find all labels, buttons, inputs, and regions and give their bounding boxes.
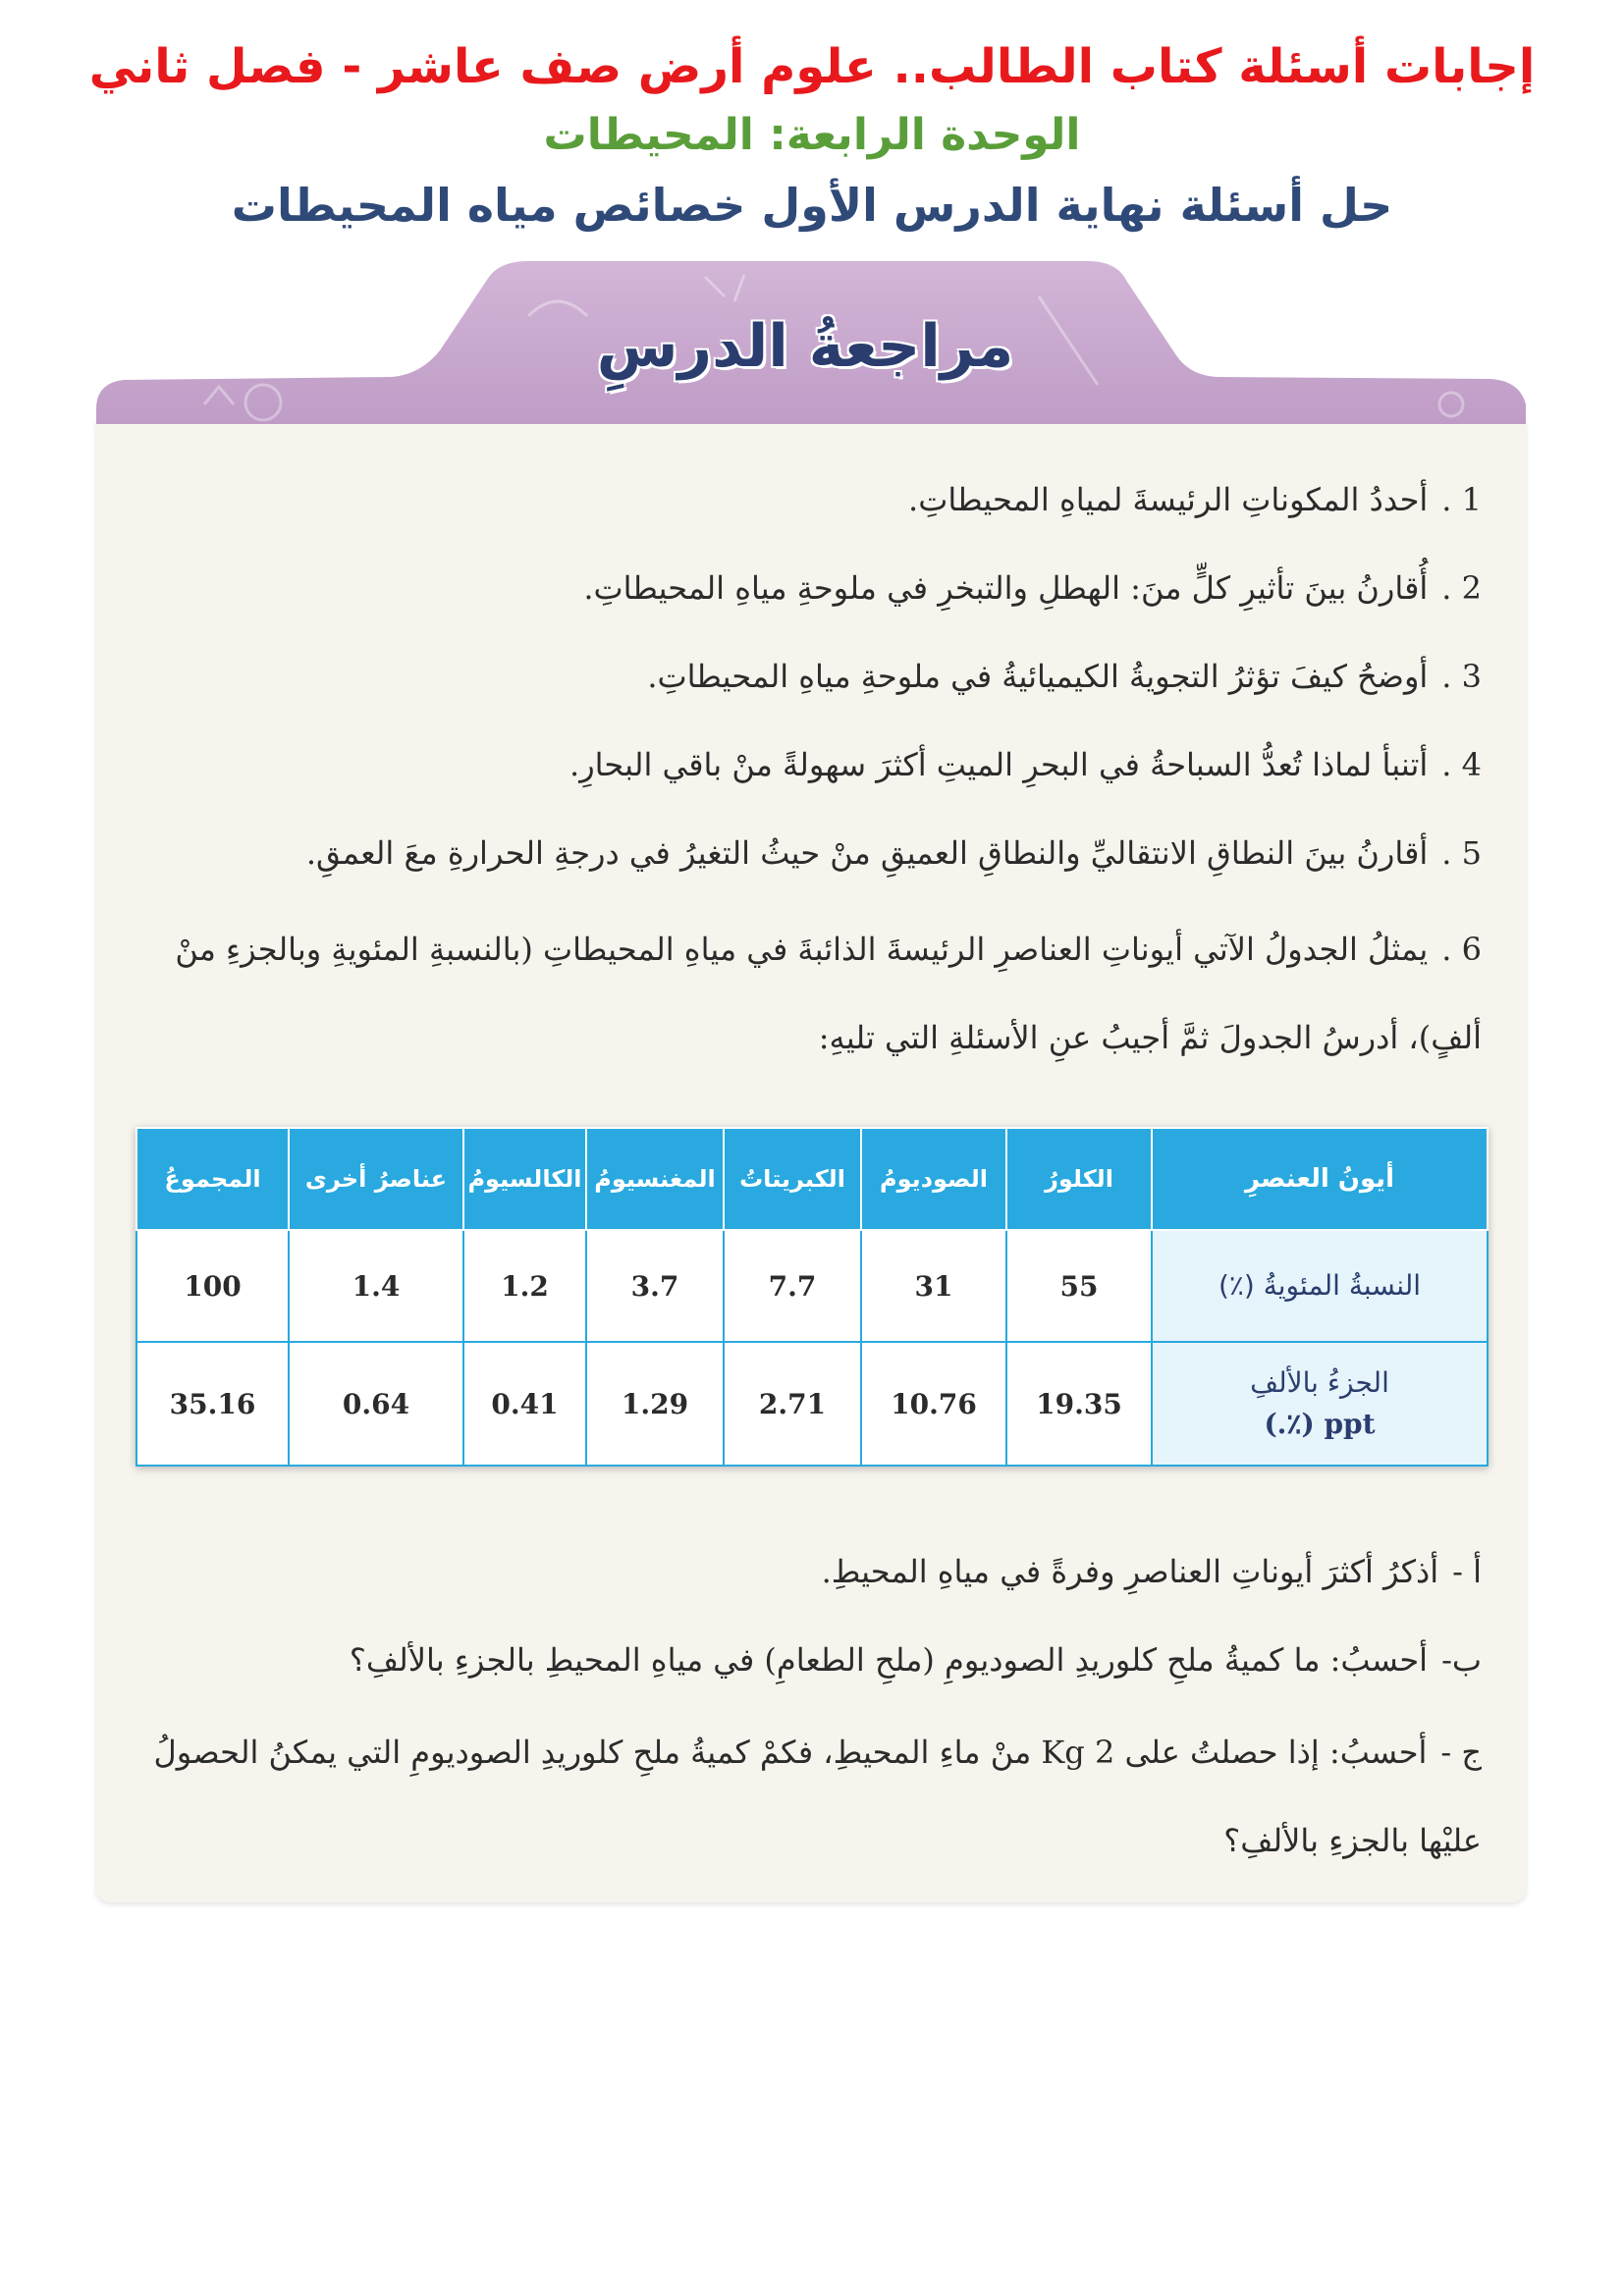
table-cell: 0.64 <box>289 1342 463 1466</box>
row-label <box>1152 1342 1488 1466</box>
header-cell: الكبريتاتُ <box>724 1128 861 1230</box>
subquestion-letter: ج - <box>1440 1734 1482 1771</box>
subquestion-text: أحسبُ: إذا حصلتُ على 2 Kg منْ ماءِ المحيطِ، فكمْ كميةُ ملحِ كلوريدِ الصوديومِ التي يمكنُ الحصولُ عليْها بالجزءِ بالألفِ؟ <box>153 1734 1482 1859</box>
header-cell: الكالسيومُ <box>463 1128 586 1230</box>
table-row <box>136 1230 1488 1342</box>
header-cell: أيونُ العنصرِ <box>1152 1128 1488 1230</box>
question-number: 3 . <box>1441 658 1482 695</box>
ion-composition-table <box>135 1127 1489 1467</box>
row-label-line-1: الجزءُ بالألفِ <box>1250 1366 1389 1399</box>
subquestion-b <box>350 1641 1482 1679</box>
table-row <box>136 1342 1488 1466</box>
table-cell: 10.76 <box>861 1342 1006 1466</box>
question-number: 6 . <box>1441 931 1482 968</box>
question-number: 2 . <box>1441 569 1482 607</box>
question-6 <box>97 905 1482 1082</box>
table-cell: 3.7 <box>586 1230 724 1342</box>
question-3 <box>647 658 1482 695</box>
question-text: أتنبأ لماذا تُعدُّ السباحةُ في البحرِ الميتِ أكثرَ سهولةً منْ باقي البحارِ. <box>569 746 1429 783</box>
header-cell: المغنسيومُ <box>586 1128 724 1230</box>
question-number: 4 . <box>1441 746 1482 783</box>
subquestion-text: أحسبُ: ما كميةُ ملحِ كلوريدِ الصوديومِ (ملحِ الطعامِ) في مياهِ المحيطِ بالجزءِ بالألفِ؟ <box>349 1641 1429 1679</box>
table-cell: 19.35 <box>1006 1342 1152 1466</box>
table-cell: 1.4 <box>289 1230 463 1342</box>
table-cell: 35.16 <box>136 1342 289 1466</box>
question-text: يمثلُ الجدولُ الآتي أيوناتِ العناصرِ الرئيسةَ الذائبةَ في مياهِ المحيطاتِ (بالنسبةِ المئويةِ وبالجزءِ منْ ألفٍ)، أدرسُ الجدولَ ثمَّ أجيبُ عنِ الأسئلةِ التي تليهِ: <box>175 931 1482 1056</box>
subquestion-letter: ب- <box>1441 1641 1482 1679</box>
subquestion-c <box>97 1708 1482 1885</box>
table-cell: 1.2 <box>463 1230 586 1342</box>
question-number: 5 . <box>1441 834 1482 872</box>
table-cell: 100 <box>136 1230 289 1342</box>
table-cell: 7.7 <box>724 1230 861 1342</box>
header-cell: الصوديومُ <box>861 1128 1006 1230</box>
header-line-1: إجابات أسئلة كتاب الطالب.. علوم أرض صف عاشر - فصل ثاني <box>88 39 1536 94</box>
question-number: 1 . <box>1441 481 1482 518</box>
table-cell: 1.29 <box>586 1342 724 1466</box>
table-cell: 55 <box>1006 1230 1152 1342</box>
table-cell: 0.41 <box>463 1342 586 1466</box>
row-label-line-2: ppt (٪.) <box>1264 1408 1376 1440</box>
table-header-row <box>136 1128 1488 1230</box>
subquestion-text: أذكرُ أكثرَ أيوناتِ العناصرِ وفرةً في مياهِ المحيطِ. <box>821 1553 1439 1590</box>
header-cell: المجموعُ <box>136 1128 289 1230</box>
question-text: أُقارنُ بينَ تأثيرِ كلٍّ منَ: الهطلِ والتبخرِ في ملوحةِ مياهِ المحيطاتِ. <box>583 569 1429 607</box>
table-cell: 2.71 <box>724 1342 861 1466</box>
subquestion-a <box>822 1553 1482 1590</box>
subquestion-letter: أ - <box>1452 1553 1482 1590</box>
question-1 <box>908 481 1482 518</box>
header-line-2: الوحدة الرابعة: المحيطات <box>543 110 1081 160</box>
question-text: أحددُ المكوناتِ الرئيسةَ لمياهِ المحيطاتِ. <box>908 481 1429 518</box>
table-cell: 31 <box>861 1230 1006 1342</box>
question-4 <box>569 746 1482 783</box>
question-2 <box>583 569 1482 607</box>
section-title: مراجعةُ الدرسِ <box>596 312 1014 381</box>
header-cell: الكلورُ <box>1006 1128 1152 1230</box>
question-text: أوضحُ كيفَ تؤثرُ التجويةُ الكيميائيةُ في ملوحةِ مياهِ المحيطاتِ. <box>647 658 1429 695</box>
question-text: أقارنُ بينَ النطاقِ الانتقاليِّ والنطاقِ العميقِ منْ حيثُ التغيرُ في درجةِ الحرارةِ معَ العمقِ. <box>305 834 1429 872</box>
header-line-3: حل أسئلة نهاية الدرس الأول خصائص مياه المحيطات <box>231 179 1393 232</box>
row-label: النسبةُ المئويةُ (٪) <box>1152 1230 1488 1342</box>
header-cell: عناصرُ أخرى <box>289 1128 463 1230</box>
question-5 <box>306 834 1482 872</box>
